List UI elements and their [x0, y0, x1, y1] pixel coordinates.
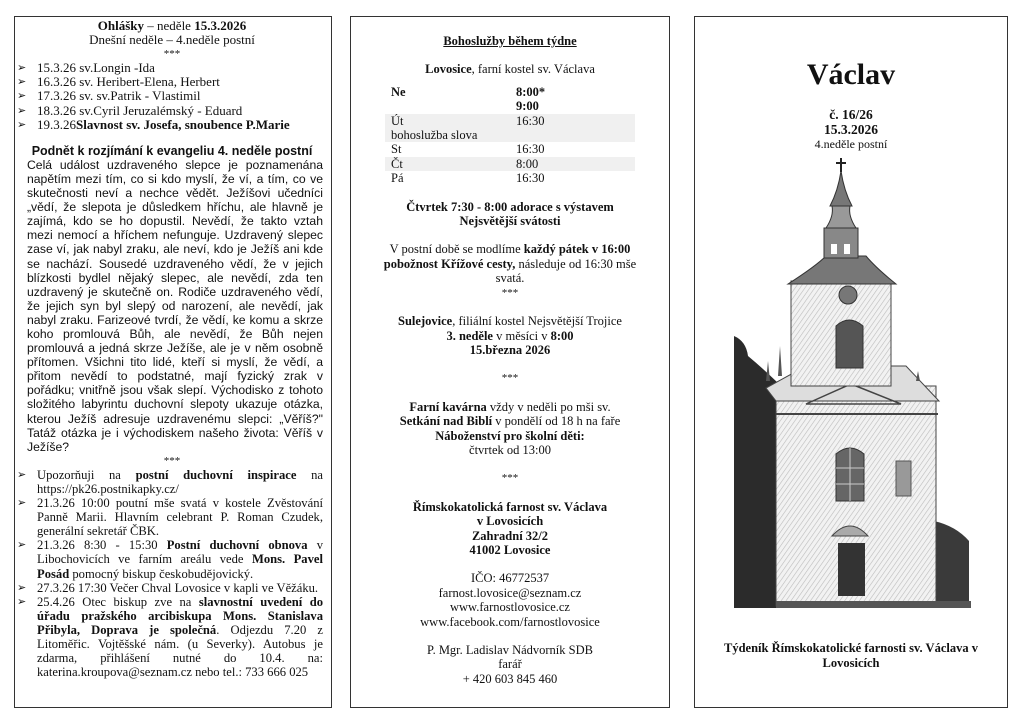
priest-phone: + 420 603 845 460	[462, 671, 558, 686]
cafe	[351, 400, 669, 414]
notices-list	[21, 468, 323, 679]
schedule-row	[385, 157, 635, 171]
place-name: Sulejovice	[398, 314, 453, 329]
place-desc: , farní kostel sv. Václava	[471, 62, 595, 77]
lent-notice	[351, 242, 669, 285]
cover-panel	[694, 16, 1008, 708]
place-name: Lovosice	[425, 62, 472, 77]
subtitle: Dnešní neděle – 4.neděle postní	[89, 32, 255, 48]
schedule-row	[385, 128, 635, 142]
services-heading: Bohoslužby během týdne	[443, 34, 577, 48]
parish-address	[351, 500, 669, 558]
reflection-title: Podnět k rozjímání k evangeliu 4. neděle postní	[31, 143, 313, 158]
schedule-table	[385, 85, 635, 186]
schedule-row	[385, 99, 635, 113]
date: 19.3.26	[37, 116, 76, 132]
address-line: 41002 Lovosice	[469, 542, 551, 557]
newsletter-footer: Týdeník Římskokatolické farnosti sv. Václava v Lovosicích	[724, 641, 978, 670]
schedule-time: 9:00	[516, 99, 539, 114]
religion-class: Náboženství pro školní děti:	[435, 428, 585, 443]
bible-meeting	[351, 414, 669, 428]
list-item	[21, 595, 323, 680]
schedule-time: 16:30	[516, 171, 545, 186]
separator: ***	[501, 472, 519, 485]
text-bold: Farní kavárna	[409, 399, 487, 414]
facebook-link[interactable]: www.facebook.com/farnostlovosice	[420, 614, 600, 629]
schedule-row	[385, 142, 635, 156]
text: v pondělí od 18 h na faře	[492, 414, 621, 429]
announcements-title	[21, 19, 323, 33]
email-link[interactable]: farnost.lovosice@seznam.cz	[438, 585, 582, 600]
place-lovosice	[351, 62, 669, 76]
text-bold: Setkání nad Biblí	[399, 414, 493, 429]
address-line: v Lovosicích	[476, 514, 544, 529]
contacts	[351, 571, 669, 629]
separator: ***	[163, 48, 181, 61]
schedule-time: 8:00	[510, 157, 635, 171]
schedule-row	[385, 85, 635, 99]
separator: ***	[163, 454, 181, 467]
schedule-time: 16:30	[510, 114, 635, 128]
text-bold: postní duchovní inspirace	[135, 467, 297, 482]
saints-list	[21, 61, 323, 131]
text: Upozorňuji na	[37, 467, 136, 482]
separator: ***	[501, 372, 519, 385]
list-item	[21, 538, 323, 580]
issue-number: č. 16/26	[829, 107, 873, 122]
list-item: ➢ 17.3.26 sv. sv.Patrik - Vlastimil	[21, 89, 323, 103]
schedule-day: Ne	[391, 84, 406, 99]
sulejovice-time	[351, 329, 669, 343]
text-bold: 8:00	[550, 328, 574, 343]
schedule-day: St	[391, 142, 402, 157]
feast: Slavnost sv. Josefa, snoubence P.Marie	[76, 116, 290, 132]
text: 21.3.26 8:30 - 15:30	[37, 538, 167, 553]
adoration: Čtvrtek 7:30 - 8:00 adorace s výstavem Nejsvětější svátosti	[406, 199, 614, 229]
sulejovice-date: 15.března 2026	[469, 342, 551, 357]
schedule-row	[385, 171, 635, 185]
services-panel	[350, 16, 670, 708]
text: následuje od 16:30 mše svatá.	[495, 256, 637, 286]
title-rest: – neděle	[144, 18, 195, 33]
schedule-day: Út	[385, 114, 510, 128]
website-link[interactable]: www.farnostlovosice.cz	[450, 600, 570, 615]
text-bold: každý pátek v 16:00 pobožnost Křížové cesty,	[383, 242, 631, 271]
list-item	[21, 468, 323, 496]
church-image	[726, 156, 976, 616]
text-bold: 3. neděle	[446, 328, 493, 343]
text-bold: Postní duchovní obnova	[166, 538, 308, 553]
text-bold: slavnostní uvedení do úřadu pražského arcibiskupa Mons. Stanislava Přibyla, Doprava je společná	[37, 594, 323, 637]
title-date: 15.3.2026	[194, 18, 247, 33]
schedule-day: Pá	[391, 171, 404, 186]
text: v měsíci v	[492, 328, 551, 343]
schedule-time: 16:30	[516, 142, 545, 157]
list-item: ➢ 18.3.26 sv.Cyril Jeruzalémský - Eduard	[21, 104, 323, 118]
text: na https://pk26.postnikapky.cz/	[37, 467, 323, 496]
list-item: ➢ 16.3.26 sv. Heribert-Elena, Herbert	[21, 75, 323, 89]
reflection-text: Celá událost uzdraveného slepce je poznamenána napětím mezi tím, co si kdo myslí, že ví, a tím, co ve skutečnosti neví a nechce vědět. Ježíšovi učedníci „vědí, že slepota je důsledkem hříchu, ale hlavně je zajímá, kdo se ho dopustil. Nevědí, že takto vztah mezi nemocí a hříchem nefunguje. Uzdravený slepec zase ví, jak nabyl zraku, ale neví, kdo je Ježíš ani kde se nachází. Sousedé uzdraveného vědí, že v jejich blízkosti bydlel nějaký slepec, ale nevědí, zda ten uzdravený je skutečně on. Rodiče uzdraveného vědí, že jejich syn byl slepý od narození, ale nevědí, jak nabyl zraku. Farizeové tvrdí, že vědí, ke komu a skrze koho promlouvá Bůh, ale nevědí, že Bůh nejen promlouvá a jedná skrze Ježíše, ale je v něm osobně přítomen. Všichni tito lidé, kteří si myslí, že vědí, a přitom nevědí to podstatné, mají fyzický zrak v pořádku; vnitřně jsou však slepí. Východisko z tohoto složitého labyrintu duchovní slepoty ukazuje otázka, kterou Ježíš adresuje uzdravenému slepci: „Věříš?" Tatáž otázka je i východiskem našeho života: Věříš v Ježíše?	[27, 157, 323, 454]
place-sulejovice	[351, 314, 669, 328]
issue-date: 15.3.2026	[824, 122, 878, 137]
schedule-day	[385, 99, 510, 113]
list-item: ➢ 21.3.26 10:00 poutní mše svatá v kostele Zvěstování Panně Marii. Hlavním celebrant P. Roman Czudek, generální sekretář ČBK.	[21, 496, 323, 538]
schedule-time: 8:00*	[516, 84, 546, 99]
newsletter-title: Václav	[806, 58, 896, 91]
priest	[351, 643, 669, 686]
text: . Odjezdu 7.20 z Litoměřic. Vojtěšské nám. (u Severky). Autobus je zdarma, přihlášení nutné do 10.4. na: katerina.kroupova@seznam.cz nebo tel.: 733 666 025	[37, 622, 323, 680]
priest-role: farář	[498, 657, 522, 672]
text-bold: Mons. Pavel Posád	[37, 552, 323, 581]
separator: ***	[501, 286, 519, 299]
schedule-day: bohoslužba slova	[385, 128, 510, 142]
priest-name: P. Mgr. Ladislav Nádvorník SDB	[427, 643, 593, 657]
tree-right	[934, 521, 969, 608]
list-item: ➢ 15.3.26 sv.Longin -Ida	[21, 61, 323, 75]
address-line: Římskokatolická farnost sv. Václava	[412, 499, 608, 514]
schedule-day: Čt	[385, 157, 510, 171]
text: V postní době se modlíme	[389, 242, 524, 257]
list-item	[21, 118, 323, 132]
text: pomocný biskup českobudějovický.	[69, 566, 254, 581]
list-item: ➢ 27.3.26 17:30 Večer Chval Lovosice v kapli ve Věžáku.	[21, 581, 323, 595]
schedule-time	[510, 128, 635, 142]
place-desc: , filiální kostel Nejsvětější Trojice	[452, 314, 622, 329]
announcements-panel	[14, 16, 332, 708]
address-line: Zahradní 32/2	[471, 528, 549, 543]
text: 25.4.26 Otec biskup zve na	[37, 594, 199, 609]
title-bold: Ohlášky	[97, 18, 145, 33]
text: vždy v neděli po mši sv.	[486, 399, 611, 414]
religion-time: čtvrtek od 13:00	[469, 442, 551, 457]
ico: IČO: 46772537	[470, 571, 550, 586]
issue-sunday: 4.neděle postní	[814, 137, 888, 151]
schedule-row	[385, 114, 635, 128]
text: v Libochovicích ve farním areálu vede	[37, 538, 323, 567]
